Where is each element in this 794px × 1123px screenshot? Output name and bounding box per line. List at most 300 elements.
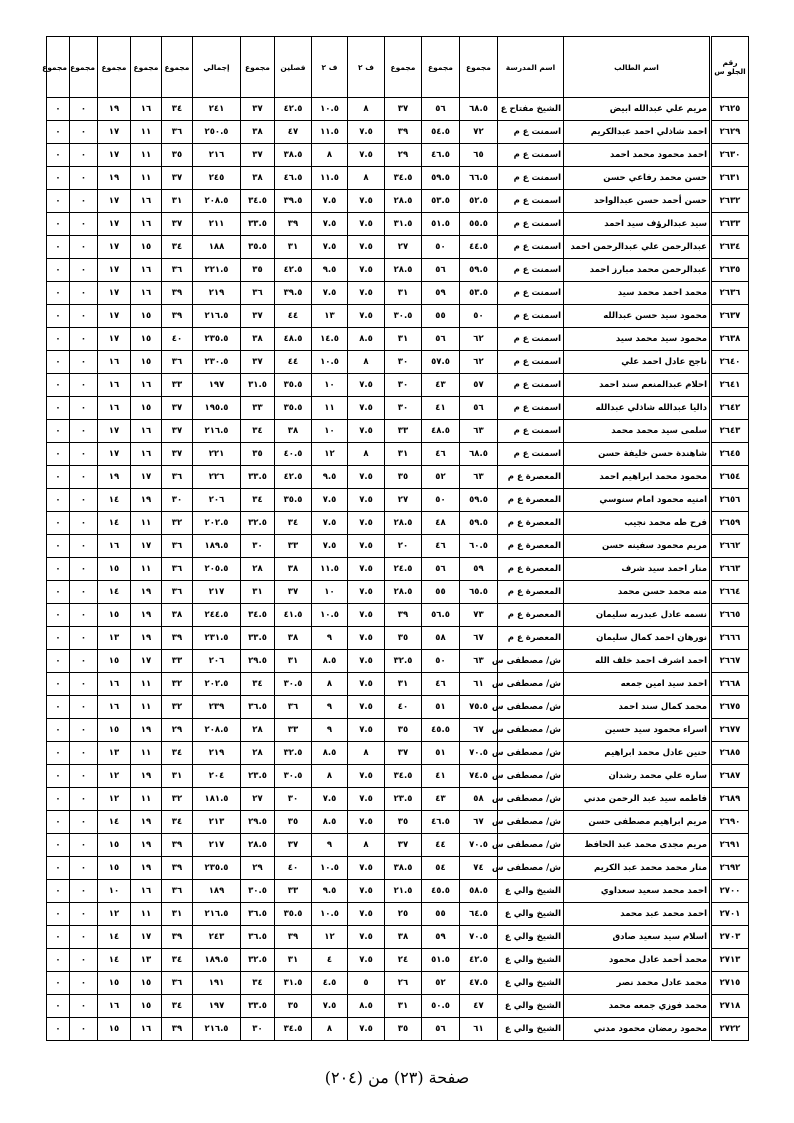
cell-total: ٢١٧ xyxy=(193,834,241,857)
cell-sum-3: ٣٨.٥ xyxy=(385,857,422,880)
cell-sum-6: ١٥ xyxy=(131,305,162,328)
cell-sum-9: ٠ xyxy=(47,880,70,903)
cell-sum-7: ١٥ xyxy=(98,834,131,857)
cell-term2-a: ٨.٥ xyxy=(348,328,385,351)
cell-sum-4: ٣٨ xyxy=(241,167,275,190)
cell-sum-8: ٠ xyxy=(70,144,98,167)
cell-term2-b: ١٤.٥ xyxy=(312,328,348,351)
cell-sum-5: ٣١ xyxy=(162,765,193,788)
cell-sum-3: ٢٨.٥ xyxy=(385,259,422,282)
cell-term2-b: ٧.٥ xyxy=(312,535,348,558)
cell-sum-6: ١١ xyxy=(131,903,162,926)
cell-sum-1: ٤٢.٥ xyxy=(460,949,498,972)
cell-seat-number: ٢٦٦٤ xyxy=(711,581,749,604)
table-row xyxy=(47,788,749,811)
cell-seat-number: ٢٧٠٠ xyxy=(711,880,749,903)
cell-sum-7: ١٥ xyxy=(98,650,131,673)
cell-sum-9: ٠ xyxy=(47,765,70,788)
cell-sum-8: ٠ xyxy=(70,650,98,673)
cell-term2-a: ٧.٥ xyxy=(348,719,385,742)
cell-student-name: فاطمه سيد عبد الرحمن مدني xyxy=(564,788,711,811)
cell-sum-6: ١٣ xyxy=(131,949,162,972)
cell-sum-1: ٤٧.٥ xyxy=(460,972,498,995)
cell-sum-9: ٠ xyxy=(47,213,70,236)
cell-term2-b: ٩ xyxy=(312,834,348,857)
cell-term2-a: ٧.٥ xyxy=(348,466,385,489)
cell-total: ٢٢١ xyxy=(193,443,241,466)
cell-sum-8: ٠ xyxy=(70,880,98,903)
cell-student-name: سيد عبدالرؤف سيد احمد xyxy=(564,213,711,236)
cell-sum-7: ١٢ xyxy=(98,788,131,811)
cell-term2-a: ٧.٥ xyxy=(348,1018,385,1041)
cell-sum-3: ٣٩ xyxy=(385,121,422,144)
cell-sum-2: ٤٤ xyxy=(422,834,460,857)
cell-school: ش/ مصطفى س xyxy=(498,673,564,696)
cell-sum-1: ٧٠.٥ xyxy=(460,742,498,765)
cell-term2-a: ٧.٥ xyxy=(348,144,385,167)
cell-total: ١٩٧ xyxy=(193,995,241,1018)
cell-sum-5: ٣٣ xyxy=(162,374,193,397)
cell-seat-number: ٢٧٢٢ xyxy=(711,1018,749,1041)
table-row xyxy=(47,420,749,443)
cell-student-name: احمد شاذلي احمد عبدالكريم xyxy=(564,121,711,144)
cell-term2-b: ١١.٥ xyxy=(312,121,348,144)
cell-sum-6: ١٩ xyxy=(131,489,162,512)
cell-sum-2: ٥٨ xyxy=(422,627,460,650)
cell-sum-8: ٠ xyxy=(70,374,98,397)
cell-sum-6: ١١ xyxy=(131,121,162,144)
table-row xyxy=(47,765,749,788)
cell-sum-5: ٣٤ xyxy=(162,811,193,834)
table-row xyxy=(47,696,749,719)
cell-sum-3: ٣٤.٥ xyxy=(385,167,422,190)
cell-student-name: محمد أحمد عادل محمود xyxy=(564,949,711,972)
cell-sum-6: ١٩ xyxy=(131,834,162,857)
cell-student-name: منار احمد سيد شرف xyxy=(564,558,711,581)
cell-term2-a: ٧.٥ xyxy=(348,305,385,328)
cell-sum-5: ٣٠ xyxy=(162,489,193,512)
cell-two-terms: ٣٩.٥ xyxy=(275,282,312,305)
cell-sum-9: ٠ xyxy=(47,650,70,673)
cell-sum-8: ٠ xyxy=(70,627,98,650)
cell-sum-5: ٣٦ xyxy=(162,121,193,144)
cell-sum-8: ٠ xyxy=(70,98,98,121)
cell-seat-number: ٢٦٦٦ xyxy=(711,627,749,650)
cell-sum-4: ٣٧ xyxy=(241,351,275,374)
cell-sum-5: ٣٦ xyxy=(162,466,193,489)
cell-sum-3: ٣١.٥ xyxy=(385,213,422,236)
cell-sum-6: ١٥ xyxy=(131,397,162,420)
table-row xyxy=(47,604,749,627)
cell-two-terms: ٣٨.٥ xyxy=(275,144,312,167)
cell-sum-9: ٠ xyxy=(47,190,70,213)
cell-sum-3: ٣٧ xyxy=(385,98,422,121)
cell-sum-4: ٣٤ xyxy=(241,489,275,512)
cell-sum-9: ٠ xyxy=(47,696,70,719)
cell-two-terms: ٣٣ xyxy=(275,535,312,558)
cell-two-terms: ٣٠ xyxy=(275,788,312,811)
cell-sum-7: ١٥ xyxy=(98,719,131,742)
cell-seat-number: ٢٦٩٢ xyxy=(711,857,749,880)
cell-school: ش/ مصطفى س xyxy=(498,696,564,719)
cell-seat-number: ٢٦٨٩ xyxy=(711,788,749,811)
cell-term2-b: ١٠ xyxy=(312,420,348,443)
cell-sum-1: ٦١ xyxy=(460,673,498,696)
cell-sum-2: ٥٣.٥ xyxy=(422,190,460,213)
cell-sum-3: ٤٠ xyxy=(385,696,422,719)
table-row xyxy=(47,857,749,880)
cell-sum-6: ١٥ xyxy=(131,236,162,259)
cell-sum-1: ٤٧ xyxy=(460,995,498,1018)
cell-term2-b: ٩.٥ xyxy=(312,466,348,489)
cell-sum-2: ٥٦ xyxy=(422,1018,460,1041)
cell-term2-b: ٧.٥ xyxy=(312,190,348,213)
cell-sum-1: ٥٦ xyxy=(460,397,498,420)
cell-sum-8: ٠ xyxy=(70,926,98,949)
cell-sum-3: ٢٥ xyxy=(385,903,422,926)
cell-seat-number: ٢٦٣٤ xyxy=(711,236,749,259)
cell-student-name: محمد عادل محمد نصر xyxy=(564,972,711,995)
cell-sum-1: ٧٢ xyxy=(460,121,498,144)
cell-total: ١٨٩ xyxy=(193,880,241,903)
cell-sum-2: ٥٩ xyxy=(422,926,460,949)
cell-student-name: عبدالرحمن علي عبدالرحمن احمد xyxy=(564,236,711,259)
cell-school: اسمنت ع م xyxy=(498,213,564,236)
cell-sum-3: ٣٨ xyxy=(385,926,422,949)
cell-sum-3: ٢٨.٥ xyxy=(385,581,422,604)
cell-sum-5: ٣٩ xyxy=(162,305,193,328)
cell-sum-9: ٠ xyxy=(47,489,70,512)
cell-sum-4: ٣٥ xyxy=(241,259,275,282)
cell-sum-5: ٣٦ xyxy=(162,259,193,282)
cell-sum-4: ٢٧ xyxy=(241,788,275,811)
cell-term2-a: ٧.٥ xyxy=(348,765,385,788)
cell-total: ٢٠٢.٥ xyxy=(193,512,241,535)
cell-sum-7: ١٩ xyxy=(98,466,131,489)
cell-seat-number: ٢٦٣٨ xyxy=(711,328,749,351)
cell-sum-1: ٦٥ xyxy=(460,144,498,167)
cell-term2-b: ٨ xyxy=(312,765,348,788)
cell-student-name: امنيه محمود امام سنوسي xyxy=(564,489,711,512)
cell-sum-5: ٣٢ xyxy=(162,673,193,696)
header-sum-6: مجموع xyxy=(131,37,162,98)
cell-sum-9: ٠ xyxy=(47,834,70,857)
cell-sum-3: ٣٠ xyxy=(385,397,422,420)
cell-sum-5: ٣١ xyxy=(162,190,193,213)
cell-student-name: منه محمد حسن محمد xyxy=(564,581,711,604)
cell-seat-number: ٢٦٨٥ xyxy=(711,742,749,765)
cell-two-terms: ٣١ xyxy=(275,650,312,673)
cell-sum-9: ٠ xyxy=(47,811,70,834)
cell-sum-9: ٠ xyxy=(47,512,70,535)
cell-sum-8: ٠ xyxy=(70,949,98,972)
table-row xyxy=(47,512,749,535)
cell-sum-5: ٣٦ xyxy=(162,880,193,903)
cell-sum-2: ٥٦ xyxy=(422,558,460,581)
cell-school: اسمنت ع م xyxy=(498,420,564,443)
cell-term2-a: ٨.٥ xyxy=(348,995,385,1018)
cell-sum-1: ٦٣ xyxy=(460,466,498,489)
cell-sum-5: ٣٢ xyxy=(162,696,193,719)
cell-sum-5: ٣٧ xyxy=(162,397,193,420)
cell-school: اسمنت ع م xyxy=(498,351,564,374)
cell-sum-7: ١٦ xyxy=(98,397,131,420)
cell-sum-6: ١٧ xyxy=(131,650,162,673)
header-two-terms: فصلين xyxy=(275,37,312,98)
cell-sum-3: ٣١ xyxy=(385,282,422,305)
cell-two-terms: ٣٣ xyxy=(275,719,312,742)
cell-student-name: احمد محمد عبد محمد xyxy=(564,903,711,926)
cell-sum-4: ٣٦.٥ xyxy=(241,903,275,926)
cell-sum-3: ٣٥ xyxy=(385,811,422,834)
cell-school: المعصرة ع م xyxy=(498,512,564,535)
cell-two-terms: ٣٧ xyxy=(275,834,312,857)
cell-sum-3: ٣٠.٥ xyxy=(385,305,422,328)
cell-total: ٢٢١.٥ xyxy=(193,259,241,282)
cell-total: ٢١٧ xyxy=(193,581,241,604)
cell-sum-6: ١٧ xyxy=(131,466,162,489)
table-row xyxy=(47,558,749,581)
cell-sum-2: ٥٠ xyxy=(422,236,460,259)
table-row xyxy=(47,190,749,213)
cell-term2-a: ٧.٥ xyxy=(348,282,385,305)
cell-sum-2: ٥٥ xyxy=(422,305,460,328)
cell-school: الشيخ والي ع xyxy=(498,949,564,972)
cell-sum-9: ٠ xyxy=(47,466,70,489)
cell-school: ش/ مصطفى س xyxy=(498,834,564,857)
cell-term2-b: ٨ xyxy=(312,673,348,696)
cell-sum-2: ٥٧.٥ xyxy=(422,351,460,374)
cell-sum-7: ١٥ xyxy=(98,857,131,880)
cell-two-terms: ٣١ xyxy=(275,236,312,259)
cell-sum-3: ٣٥ xyxy=(385,719,422,742)
cell-term2-b: ١٠.٥ xyxy=(312,98,348,121)
cell-school: الشيخ والي ع xyxy=(498,972,564,995)
header-sum-5: مجموع xyxy=(162,37,193,98)
cell-school: اسمنت ع م xyxy=(498,397,564,420)
cell-term2-b: ٧.٥ xyxy=(312,788,348,811)
cell-sum-4: ٣٢.٥ xyxy=(241,512,275,535)
cell-sum-6: ١٩ xyxy=(131,811,162,834)
cell-sum-8: ٠ xyxy=(70,397,98,420)
header-sum-2: مجموع xyxy=(422,37,460,98)
cell-total: ١٩٧ xyxy=(193,374,241,397)
cell-sum-5: ٣٧ xyxy=(162,420,193,443)
cell-school: اسمنت ع م xyxy=(498,328,564,351)
cell-term2-b: ٨.٥ xyxy=(312,811,348,834)
cell-sum-5: ٣٤ xyxy=(162,236,193,259)
cell-sum-8: ٠ xyxy=(70,742,98,765)
cell-sum-4: ٣٦.٥ xyxy=(241,926,275,949)
cell-sum-9: ٠ xyxy=(47,949,70,972)
cell-sum-8: ٠ xyxy=(70,788,98,811)
cell-sum-2: ٤٦ xyxy=(422,673,460,696)
cell-seat-number: ٢٦٣١ xyxy=(711,167,749,190)
cell-sum-6: ١٦ xyxy=(131,420,162,443)
cell-sum-7: ١٦ xyxy=(98,374,131,397)
cell-student-name: اسلام سيد سعيد صادق xyxy=(564,926,711,949)
cell-seat-number: ٢٦٨٧ xyxy=(711,765,749,788)
header-sum-7: مجموع xyxy=(98,37,131,98)
cell-sum-2: ٥٦ xyxy=(422,328,460,351)
cell-sum-2: ٤٦.٥ xyxy=(422,144,460,167)
cell-seat-number: ٢٦٤٠ xyxy=(711,351,749,374)
cell-term2-b: ١٠ xyxy=(312,581,348,604)
cell-student-name: حسن أحمد حسن عبدالواحد xyxy=(564,190,711,213)
cell-two-terms: ٣٩ xyxy=(275,213,312,236)
cell-sum-2: ٥٢ xyxy=(422,466,460,489)
cell-total: ٢١٦.٥ xyxy=(193,903,241,926)
cell-student-name: اسراء محمود سيد حسين xyxy=(564,719,711,742)
cell-student-name: محمود سيد محمد سيد xyxy=(564,328,711,351)
cell-sum-9: ٠ xyxy=(47,972,70,995)
header-sum-8: مجموع xyxy=(70,37,98,98)
cell-sum-9: ٠ xyxy=(47,121,70,144)
cell-sum-9: ٠ xyxy=(47,857,70,880)
cell-term2-b: ٩ xyxy=(312,696,348,719)
cell-term2-b: ٤.٥ xyxy=(312,972,348,995)
cell-sum-6: ١١ xyxy=(131,742,162,765)
cell-total: ١٩٥.٥ xyxy=(193,397,241,420)
cell-sum-1: ٦٤.٥ xyxy=(460,903,498,926)
cell-student-name: احمد محمود محمد احمد xyxy=(564,144,711,167)
cell-sum-1: ٥٨ xyxy=(460,788,498,811)
cell-sum-8: ٠ xyxy=(70,857,98,880)
cell-term2-a: ٧.٥ xyxy=(348,236,385,259)
cell-student-name: منار محمد محمد عبد الكريم xyxy=(564,857,711,880)
cell-total: ٢٠٦ xyxy=(193,650,241,673)
cell-two-terms: ٣٠.٥ xyxy=(275,673,312,696)
cell-sum-8: ٠ xyxy=(70,282,98,305)
cell-sum-8: ٠ xyxy=(70,512,98,535)
cell-term2-a: ٧.٥ xyxy=(348,811,385,834)
cell-sum-1: ٦٨.٥ xyxy=(460,98,498,121)
cell-sum-1: ٧٤.٥ xyxy=(460,765,498,788)
cell-sum-2: ٥٢ xyxy=(422,972,460,995)
cell-sum-9: ٠ xyxy=(47,259,70,282)
cell-sum-7: ١٥ xyxy=(98,972,131,995)
cell-sum-9: ٠ xyxy=(47,926,70,949)
cell-seat-number: ٢٦٥٩ xyxy=(711,512,749,535)
cell-seat-number: ٢٦٧٧ xyxy=(711,719,749,742)
cell-sum-2: ٥١.٥ xyxy=(422,949,460,972)
cell-school: ش/ مصطفى س xyxy=(498,788,564,811)
cell-student-name: سلمى سيد محمد محمد xyxy=(564,420,711,443)
cell-sum-2: ٥٩ xyxy=(422,282,460,305)
cell-sum-8: ٠ xyxy=(70,673,98,696)
table-body xyxy=(47,98,749,1041)
cell-student-name: مريم محمود سفينه حسن xyxy=(564,535,711,558)
cell-two-terms: ٣٩.٥ xyxy=(275,190,312,213)
cell-term2-b: ١٠.٥ xyxy=(312,604,348,627)
header-sum-9: مجموع xyxy=(47,37,70,98)
table-row xyxy=(47,121,749,144)
cell-sum-4: ٢٨ xyxy=(241,719,275,742)
cell-sum-2: ٥٦.٥ xyxy=(422,604,460,627)
cell-sum-3: ٣١ xyxy=(385,673,422,696)
cell-sum-7: ١٣ xyxy=(98,627,131,650)
cell-sum-1: ٥٠ xyxy=(460,305,498,328)
cell-sum-8: ٠ xyxy=(70,190,98,213)
cell-total: ٢١٩ xyxy=(193,742,241,765)
cell-sum-8: ٠ xyxy=(70,351,98,374)
cell-sum-3: ٣٠ xyxy=(385,351,422,374)
cell-term2-b: ١٢ xyxy=(312,443,348,466)
cell-sum-6: ١١ xyxy=(131,144,162,167)
cell-term2-a: ٨ xyxy=(348,834,385,857)
cell-school: ش/ مصطفى س xyxy=(498,811,564,834)
cell-two-terms: ٣٧ xyxy=(275,581,312,604)
cell-sum-5: ٣٤ xyxy=(162,949,193,972)
page-number-footer: صفحة (٢٣) من (٢٠٤) xyxy=(324,1068,470,1087)
cell-sum-2: ٥٥ xyxy=(422,581,460,604)
cell-sum-8: ٠ xyxy=(70,1018,98,1041)
cell-sum-8: ٠ xyxy=(70,696,98,719)
cell-sum-9: ٠ xyxy=(47,627,70,650)
cell-sum-5: ٣٩ xyxy=(162,857,193,880)
cell-sum-4: ٢٨ xyxy=(241,558,275,581)
cell-sum-8: ٠ xyxy=(70,443,98,466)
cell-sum-5: ٣٦ xyxy=(162,351,193,374)
cell-sum-3: ٢٨.٥ xyxy=(385,190,422,213)
cell-total: ٢٠٤ xyxy=(193,765,241,788)
cell-two-terms: ٤٤ xyxy=(275,305,312,328)
cell-two-terms: ٣٤.٥ xyxy=(275,1018,312,1041)
cell-sum-4: ٣٣.٥ xyxy=(241,466,275,489)
cell-two-terms: ٣١ xyxy=(275,949,312,972)
cell-school: الشيخ والي ع xyxy=(498,1018,564,1041)
cell-total: ٢٤٥ xyxy=(193,167,241,190)
cell-two-terms: ٣١.٥ xyxy=(275,972,312,995)
cell-term2-b: ٨.٥ xyxy=(312,650,348,673)
cell-sum-8: ٠ xyxy=(70,259,98,282)
cell-sum-7: ١٦ xyxy=(98,696,131,719)
table-row xyxy=(47,144,749,167)
cell-sum-4: ٣٤ xyxy=(241,673,275,696)
table-header-row xyxy=(47,37,749,98)
table-row xyxy=(47,236,749,259)
cell-sum-2: ٤٦.٥ xyxy=(422,811,460,834)
cell-student-name: محمد كمال سند احمد xyxy=(564,696,711,719)
cell-sum-7: ١٧ xyxy=(98,282,131,305)
cell-sum-8: ٠ xyxy=(70,719,98,742)
cell-sum-3: ٣٣ xyxy=(385,420,422,443)
cell-sum-9: ٠ xyxy=(47,558,70,581)
cell-two-terms: ٤١.٥ xyxy=(275,604,312,627)
cell-sum-6: ١٩ xyxy=(131,627,162,650)
cell-sum-5: ٢٩ xyxy=(162,719,193,742)
cell-sum-8: ٠ xyxy=(70,328,98,351)
cell-sum-8: ٠ xyxy=(70,236,98,259)
cell-sum-9: ٠ xyxy=(47,581,70,604)
cell-sum-5: ٣٩ xyxy=(162,926,193,949)
cell-seat-number: ٢٦٢٥ xyxy=(711,98,749,121)
cell-sum-3: ٣٢.٥ xyxy=(385,650,422,673)
cell-term2-b: ٤ xyxy=(312,949,348,972)
cell-sum-5: ٣٤ xyxy=(162,742,193,765)
cell-sum-8: ٠ xyxy=(70,558,98,581)
cell-sum-2: ٥٠.٥ xyxy=(422,995,460,1018)
cell-total: ٢٣٠.٥ xyxy=(193,351,241,374)
cell-sum-6: ١٦ xyxy=(131,98,162,121)
table-row xyxy=(47,374,749,397)
cell-sum-2: ٥٦ xyxy=(422,259,460,282)
cell-two-terms: ٣٣ xyxy=(275,880,312,903)
cell-school: اسمنت ع م xyxy=(498,236,564,259)
cell-sum-4: ٣٢.٥ xyxy=(241,949,275,972)
cell-total: ٢٤٤.٥ xyxy=(193,604,241,627)
cell-term2-b: ١٠.٥ xyxy=(312,857,348,880)
